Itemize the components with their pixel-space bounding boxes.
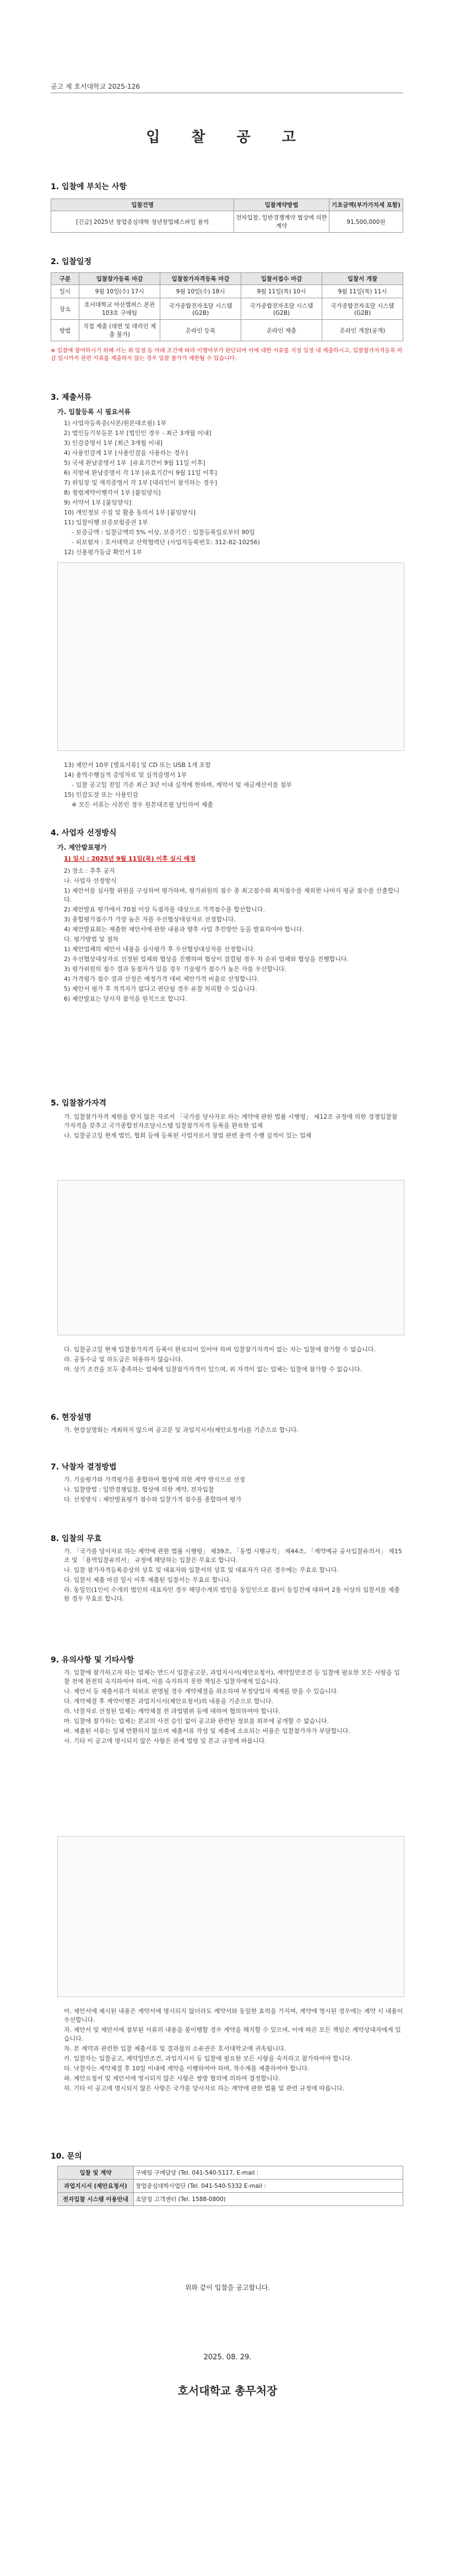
col-header: 입찰계약방법 bbox=[234, 199, 329, 211]
section-6-heading: 6. 현장설명 bbox=[51, 1413, 92, 1422]
table-cell: 9월 10일(수) 17시 bbox=[79, 285, 160, 298]
invalid-bid-list bbox=[64, 1547, 403, 1604]
col-header: 구분 bbox=[51, 273, 79, 285]
list-item: 9) 서약서 1부 [붙임양식] bbox=[64, 499, 132, 506]
list-item: 3) 종합평가점수가 가장 높은 자를 우선협상대상자로 선정합니다. bbox=[64, 916, 236, 923]
table-cell: [긴급] 2025년 창업중심대학 청년창업패스파일 용역 bbox=[51, 211, 234, 233]
document-sample-image bbox=[57, 1180, 404, 1335]
table-cell: 국가종합전자조달 시스템(G2B) bbox=[322, 298, 403, 320]
list-item: 4) 제안발표회는 제출한 제안서에 관한 내용과 향후 사업 추진방안 등을 발표하여야 합니다. bbox=[64, 926, 304, 933]
list-item: 나. 제안서 등 제출서류가 허위로 판명될 경우 계약체결을 취소하며 부정당업자 제재를 받을 수 있습니다. bbox=[64, 1688, 339, 1695]
section-2-heading: 2. 입찰일정 bbox=[51, 257, 92, 266]
list-item: 4) 가격평가 점수 결과 산정은 예정가격 대비 제안가격 비율로 산정합니다. bbox=[64, 975, 259, 983]
list-item: 라. 공동수급 및 하도급은 허용하지 않습니다. bbox=[64, 1356, 183, 1363]
list-item: 라. 동일인(1인이 수개의 법인의 대표자인 경우 해당수개의 법인을 동일인으로 봄)이 동일건에 대하여 2통 이상의 입찰서를 제출한 경우 무효로 합니다. bbox=[64, 1586, 400, 1602]
list-item: 13) 제안서 10부 [별표서류] 및 CD 또는 USB 1개 포함 bbox=[64, 761, 211, 769]
bid-items-table bbox=[51, 198, 403, 233]
list-item: 2) 제안발표 평가에서 70점 이상 득점자를 대상으로 가격점수를 합산합니다. bbox=[64, 906, 265, 913]
section-10-heading: 10. 문의 bbox=[51, 2152, 82, 2161]
table-cell: 국가종합전자조달 시스템(G2B) bbox=[241, 298, 322, 320]
table-cell: 일시 bbox=[51, 285, 79, 298]
notes-list bbox=[64, 1668, 403, 1747]
list-item: 차. 본 계약과 관련한 입찰 제출서류 및 결과물의 소유권은 호서대학교에 귀속됩니다. bbox=[64, 2045, 286, 2052]
contact-table bbox=[57, 2166, 403, 2206]
list-item: 2) 장소 : 추후 공지 bbox=[64, 867, 115, 874]
section-4-heading: 4. 사업자 선정방식 bbox=[51, 829, 117, 838]
list-item: 1) 제안업체의 제안서 내용을 심사평가 후 우선협상대상자를 선정합니다. bbox=[64, 946, 256, 953]
subsection-heading: 가. 입찰등록 시 필요서류 bbox=[57, 408, 131, 416]
table-cell: 온라인 등록 bbox=[160, 320, 241, 341]
contact-label: 과업지시서 (제안요청서) bbox=[58, 2180, 134, 2193]
col-header: 입찰건명 bbox=[51, 199, 234, 211]
table-row bbox=[58, 2166, 403, 2180]
list-item: 11) 입찰이행 보증보험증권 1부 bbox=[64, 519, 148, 526]
table-row bbox=[58, 2180, 403, 2193]
table-cell: 9월 11일(목) 10시 bbox=[241, 285, 322, 298]
list-item: 6) 지방세 완납증명서 각 1부 [유효기간이 9월 11일 이후] bbox=[64, 469, 217, 476]
table-cell: 국가종합전자조달 시스템(G2B) bbox=[160, 298, 241, 320]
table-cell: 온라인 제출 bbox=[241, 320, 322, 341]
list-item: 2) 법인등기부등본 1부 [법인인 경우 - 최근 3개월 이내] bbox=[64, 430, 212, 437]
list-item: 다. 입찰공고일 현재 입찰참가자격 등록이 완료되어 있어야 하며 입찰참가자격이 없는 자는 입찰에 참가할 수 없습니다. bbox=[64, 1346, 376, 1353]
issuer: 호서대학교 총무처장 bbox=[177, 2384, 278, 2397]
col-header: 입찰서접수 마감 bbox=[241, 273, 322, 285]
list-item: 10) 개인정보 수집 및 활용 동의서 1부 [붙임양식] bbox=[64, 509, 196, 516]
notice-date: 2025. 08. 29. bbox=[203, 2353, 252, 2362]
list-item: 3) 평가위원의 점수 결과 동점자가 있을 경우 기술평가 점수가 높은 자를 우선합니다. bbox=[64, 965, 286, 973]
section-7-heading: 7. 낙찰자 결정방법 bbox=[51, 1463, 117, 1472]
list-item: 가. 「국가를 당사자로 하는 계약에 관한 법률 시행령」 제39조, 「동법 시행규칙」 제44조, 「계약예규 공사입찰유의서」 제15조 및 「용역입찰유의서」 규정에 해당하는 입찰은 무효로 합니다. bbox=[64, 1548, 402, 1564]
list-item: 나. 입찰방법 : 일반경쟁입찰, 협상에 의한 계약, 전자입찰 bbox=[64, 1486, 214, 1493]
table-row bbox=[51, 285, 403, 298]
list-item: 2) 우선협상대상자로 선정된 업체와 협상을 진행하며 협상이 결렬될 경우 차 순위 업체와 협상을 진행합니다. bbox=[64, 956, 349, 963]
list-item: 나. 사업자 선정방식 bbox=[64, 877, 117, 884]
table-cell: 9월 11일(목) 11시 bbox=[322, 285, 403, 298]
table-row bbox=[58, 2193, 403, 2206]
list-item: 아. 제안서에 제시된 내용은 계약서에 명시되지 않더라도 계약서와 동일한 효력을 가지며, 계약에 명시된 경우에는 계약 시 내용이 우선합니다. bbox=[64, 2008, 405, 2024]
list-item: 12) 신용평가등급 확인서 1부 bbox=[64, 549, 143, 556]
list-item: 다. 평가방법 및 절차 bbox=[64, 936, 118, 943]
list-item: 자. 제안서 및 제안서에 첨부된 서류의 내용을 불이행할 경우 계약을 해지할 수 있으며, 이에 따른 모든 책임은 계약상대자에게 있습니다. bbox=[64, 2026, 401, 2042]
list-item: 1) 사업자등록증(사본/원본대조필) 1부 bbox=[64, 420, 167, 427]
contact-label: 전자입찰 시스템 이용안내 bbox=[58, 2193, 134, 2206]
list-item: 4) 사용인감계 1부 [사용인감을 사용하는 경우] bbox=[64, 449, 188, 457]
list-item: 나. 입찰 참가자격등록증상의 상호 및 대표자와 입찰서의 상호 및 대표자가 다른 경우에는 무효로 합니다. bbox=[64, 1566, 339, 1574]
table-cell: 전자입찰, 일반경쟁계약 협상에 의한 계약 bbox=[234, 211, 329, 233]
closing-remark: 위와 같이 입찰을 공고합니다. bbox=[185, 2284, 270, 2291]
col-header: 입찰참가등록 마감 bbox=[79, 273, 160, 285]
subsection-heading: 가. 제안발표평가 bbox=[57, 844, 107, 851]
contact-value: 구매팀 구매담당 (Tel. 041-540-5117, E-mail : bbox=[133, 2166, 403, 2180]
section-3-heading: 3. 제출서류 bbox=[51, 393, 92, 402]
table-cell: 91,500,000원 bbox=[329, 211, 403, 233]
list-item: 1) 제안서를 심사할 위원을 구성하여 평가하며, 평가위원의 점수 중 최고점수와 최저점수를 제외한 나머지 평균 점수를 산출합니다. bbox=[64, 887, 400, 903]
list-item: 15) 인감도장 또는 사용인감 bbox=[64, 791, 139, 798]
contact-label: 입찰 및 계약 bbox=[58, 2166, 134, 2180]
list-item: 다. 선정방식 : 제안발표평가 점수와 입찰가격 점수를 종합하여 평가 bbox=[64, 1496, 242, 1503]
document-sample-image bbox=[57, 1836, 404, 1997]
eligibility-list-2 bbox=[64, 1345, 403, 1375]
table-row bbox=[51, 298, 403, 320]
notes-list-2 bbox=[64, 2007, 403, 2094]
list-item: 7) 위임장 및 재직증명서 각 1부 [대리인이 참석하는 경우] bbox=[64, 479, 217, 486]
list-item: 가. 기술평가와 가격평가를 종합하여 협상에 의한 계약 방식으로 선정 bbox=[64, 1476, 245, 1483]
list-item: 하. 기타 이 공고에 명시되지 않은 사항은 국가를 당사자로 하는 계약에 관한 법률 및 관련 규정에 따릅니다. bbox=[64, 2085, 345, 2092]
list-item: - 입찰 공고일 전일 기준 최근 3년 이내 실적에 한하며, 계약서 및 세금계산서를 첨부 bbox=[64, 781, 292, 788]
col-header: 입찰서 개찰 bbox=[322, 273, 403, 285]
list-item: 마. 입찰에 참가하는 업체는 본교의 사전 승인 없이 공고와 관련된 정보를 외부에 공개할 수 없습니다. bbox=[64, 1718, 329, 1725]
table-cell: 9월 10일(수) 18시 bbox=[160, 285, 241, 298]
list-item: 5) 국세 완납증명서 1부 [유효기간이 9월 11일 이후] bbox=[64, 459, 205, 466]
list-item: 14) 용역수행실적 증빙자료 및 실적증명서 1부 bbox=[64, 771, 187, 779]
award-method-list bbox=[64, 1475, 403, 1505]
table-cell: 온라인 개찰(공개) bbox=[322, 320, 403, 341]
section-8-heading: 8. 입찰의 무효 bbox=[51, 1534, 102, 1543]
selection-method-list bbox=[64, 867, 403, 1005]
presentation-date: 1) 일시 : 2025년 9월 11일(목) 이후 실시 예정 bbox=[64, 855, 196, 862]
section-1-heading: 1. 입찰에 부치는 사항 bbox=[51, 183, 127, 191]
list-item: - 보증금액 : 입찰금액의 5% 이상, 보증기간 : 입찰등록일로부터 90일 bbox=[64, 529, 255, 536]
contact-value: 창업중심대학사업단 (Tel. 041-540-5332 E-mail : bbox=[133, 2180, 403, 2193]
schedule-note: ※ 입찰에 참여하시기 위해 서는 위 일정 등 아래 조건에 따라 이행여부가 판단되며 이에 대한 서류를 지정 일정 내 제출하시고, 입찰참가자격등록 마감 일시까지 관련 서류를 제출하지 않는 경우 입찰 참가가 제한될 수 있습니다. bbox=[51, 348, 403, 362]
required-documents-list-2 bbox=[64, 761, 403, 811]
site-briefing-text: 가. 현장설명회는 개최하지 않으며 공고문 및 과업지시서(제안요청서)를 기준으로 합니다. bbox=[64, 1426, 299, 1434]
contact-value: 조달청 고객센터 (Tel. 1588-0800) bbox=[133, 2193, 403, 2206]
list-item: 사. 기타 이 공고에 명시되지 않은 사항은 관계 법령 및 본교 규정에 따릅니다. bbox=[64, 1737, 267, 1745]
list-item: 나. 입찰공고일 현재 법인, 협회 등에 등록된 사업자로서 창업 관련 용역 수행 실적이 있는 업체 bbox=[64, 1132, 312, 1139]
eligibility-list bbox=[64, 1113, 403, 1141]
schedule-table bbox=[51, 272, 403, 341]
list-item: ※ 모든 서류는 사본인 경우 원본대조필 날인하여 제출 bbox=[64, 801, 213, 808]
list-item: 다. 계약체결 후 계약이행은 과업지시서(제안요청서)의 내용을 기준으로 합니다. bbox=[64, 1698, 274, 1705]
list-item: 8) 청렴계약이행각서 1부 [붙임양식] bbox=[64, 489, 161, 496]
page-title: 입 찰 공 고 bbox=[146, 129, 309, 146]
list-item: 가. 입찰에 참가하고자 하는 업체는 반드시 입찰공고문, 과업지시서(제안요청서), 계약일반조건 등 입찰에 필요한 모든 사항을 입찰 전에 완전히 숙지하여야 하며, 이를 숙지하지 못한 책임은 입찰자에게 있습니다. bbox=[64, 1669, 400, 1685]
list-item: 6) 제안발표는 당사자 참석을 원칙으로 합니다. bbox=[64, 995, 187, 1002]
col-header: 기초금액(부가가치세 포함) bbox=[329, 199, 403, 211]
col-header: 입찰참가자격등록 마감 bbox=[160, 273, 241, 285]
table-cell: 장소 bbox=[51, 298, 79, 320]
list-item: 3) 인감증명서 1부 [최근 3개월 이내] bbox=[64, 439, 162, 447]
list-item: 가. 입찰참가자격 제한을 받지 않은 자로서 「국가를 당사자로 하는 계약에 관한 법률 시행령」 제12조 규정에 의한 경쟁입찰참가자격을 갖추고 국가종합전자조달시스템 입찰참가자격 등록을 완료한 업체 bbox=[64, 1113, 398, 1129]
document-sample-image bbox=[57, 562, 404, 751]
list-item: 카. 입찰자는 입찰공고, 계약일반조건, 과업지시서 등 입찰에 필요한 모든 사항을 숙지하고 참가하여야 합니다. bbox=[64, 2055, 353, 2062]
list-item: 타. 낙찰자는 계약체결 후 10일 이내에 계약을 이행하여야 하며, 착수계를 제출하여야 합니다. bbox=[64, 2065, 310, 2072]
list-item: 5) 제안서 평가 후 적격자가 없다고 판단될 경우 유찰 처리할 수 있습니다. bbox=[64, 985, 257, 992]
section-5-heading: 5. 입찰참가자격 bbox=[51, 1099, 107, 1108]
required-documents-list bbox=[64, 419, 403, 558]
list-item: 파. 제안요청서 및 제안서에 명시되지 않은 사항은 쌍방 협의에 의하여 결정합니다. bbox=[64, 2075, 280, 2082]
list-item: 다. 입찰서 제출 마감 일시 이후 제출된 입찰서는 무효로 합니다. bbox=[64, 1576, 232, 1584]
section-9-heading: 9. 유의사항 및 기타사항 bbox=[51, 1656, 134, 1665]
table-cell: 방법 bbox=[51, 320, 79, 341]
table-cell: 호서대학교 아산캠퍼스 본관 103호 구매팀 bbox=[79, 298, 160, 320]
table-row bbox=[51, 320, 403, 341]
list-item: - 피보험자 : 호서대학교 산학협력단 (사업자등록번호: 312-82-10256) bbox=[64, 539, 261, 546]
notice-number: 공고 제 호서대학교 2025-126 bbox=[51, 83, 140, 90]
list-item: 라. 낙찰자로 선정된 업체는 계약체결 전 과업범위 등에 대하여 협의하여야 합니다. bbox=[64, 1708, 280, 1715]
list-item: 마. 상기 조건을 모두 충족하는 업체에 입찰참가자격이 있으며, 위 자격이 없는 업체는 입찰에 참가할 수 없습니다. bbox=[64, 1366, 362, 1373]
list-item: 바. 제출된 서류는 일체 반환하지 않으며 제출서류 작성 및 제출에 소요되는 비용은 입찰참가자가 부담합니다. bbox=[64, 1727, 350, 1735]
table-cell: 직접 제출 (대면 및 대리인 제출 불가) bbox=[79, 320, 160, 341]
